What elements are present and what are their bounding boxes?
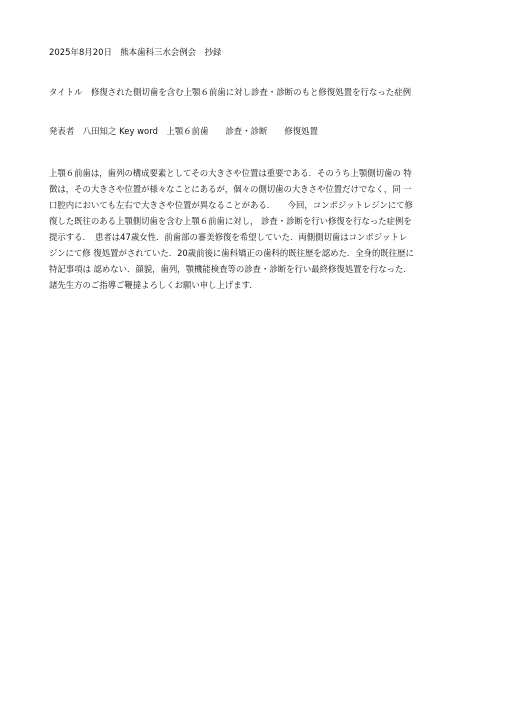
abstract-line: 特記事項は 認めない．顔貌，歯列，顎機能検査等の診査・診断を行い最終修復処置を行なった． bbox=[49, 264, 412, 274]
abstract-line: 提示する． 患者は47歳女性．前歯部の審美修復を希望していた．両側側切歯はコンポジットレ bbox=[49, 232, 408, 242]
presentation-title: タイトル 修復された側切歯を含む上顎６前歯に対し診査・診断のもと修復処置を行なった症例 bbox=[49, 87, 412, 97]
abstract-line: ジンにて修 復処置がされていた．20歳前後に歯科矯正の歯科的既往歴を認めた．全身的既往歴に bbox=[49, 248, 414, 258]
abstract-line: 口腔内においても左右で大きさや位置が異なることがある． 今回，コンポジットレジンにて修 bbox=[49, 200, 413, 210]
meeting-header: 2025年8月20日 熊本歯科三水会例会 抄録 bbox=[49, 47, 222, 57]
abstract-line: 諸先生方のご指導ご鞭撻よろしくお願い申し上げます． bbox=[49, 280, 258, 290]
abstract-body bbox=[49, 165, 469, 293]
abstract-line: 徴は，その大きさや位置が様々なことにあるが，個々の側切歯の大きさや位置だけでなく，同 一 bbox=[49, 184, 412, 194]
presenter-keywords: 発表者 八田知之 Key word 上顎６前歯 診査・診断 修復処置 bbox=[49, 126, 319, 136]
abstract-line: 上顎６前歯は，歯列の構成要素としてその大きさや位置は重要である．そのうち上顎側切歯の 特 bbox=[49, 168, 412, 178]
abstract-line: 復した既往のある上顎側切歯を含む上顎６前歯に対し， 診査・診断を行い修復を行なった症例を bbox=[49, 216, 412, 226]
